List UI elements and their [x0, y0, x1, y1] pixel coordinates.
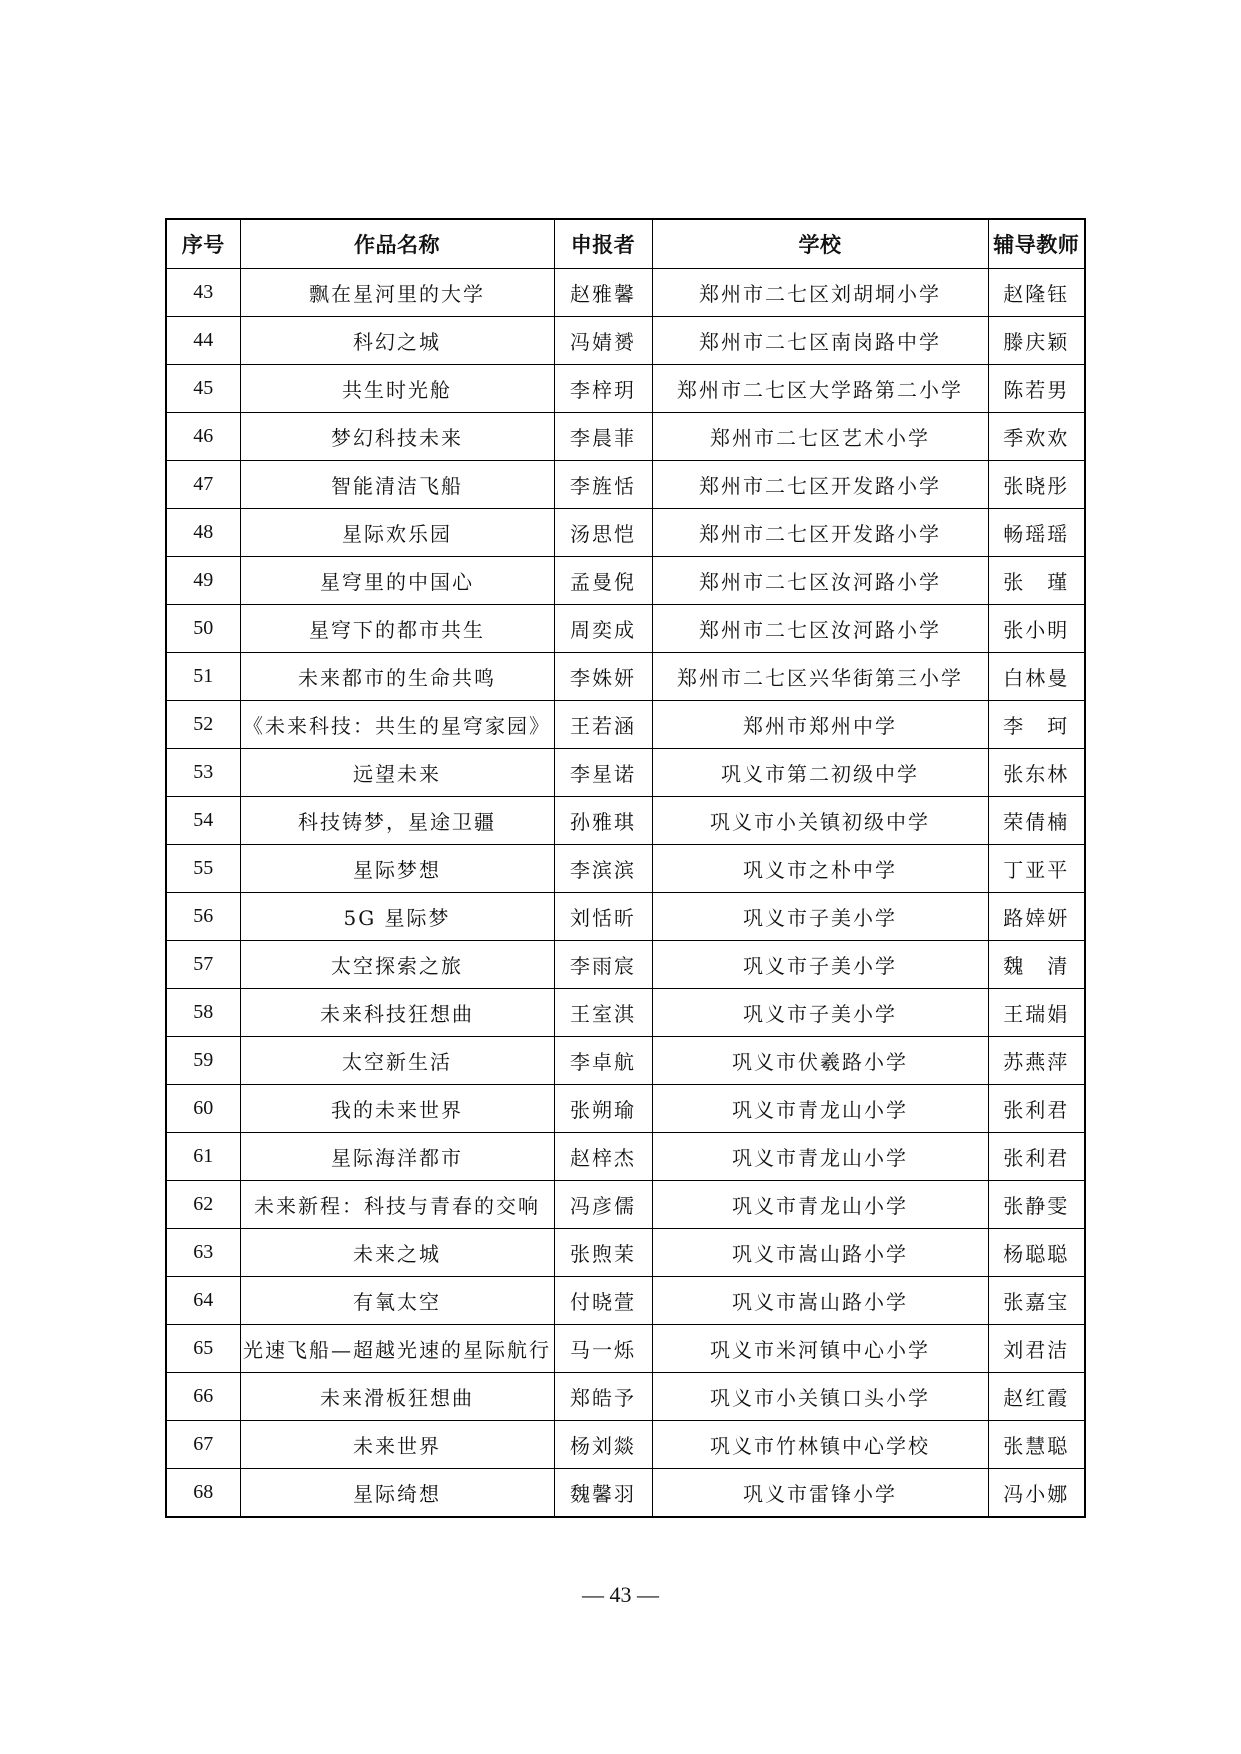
cell-no: 65: [166, 1325, 240, 1373]
cell-author: 李姝妍: [554, 653, 652, 701]
cell-title: 远望未来: [240, 749, 554, 797]
cell-school: 巩义市子美小学: [652, 893, 988, 941]
header-teacher: 辅导教师: [988, 219, 1085, 269]
cell-school: 郑州市二七区兴华街第三小学: [652, 653, 988, 701]
cell-no: 50: [166, 605, 240, 653]
cell-author: 赵雅馨: [554, 269, 652, 317]
cell-no: 61: [166, 1133, 240, 1181]
cell-teacher: 张小明: [988, 605, 1085, 653]
table-row: [166, 1085, 1085, 1133]
cell-author: 周奕成: [554, 605, 652, 653]
cell-author: 汤思恺: [554, 509, 652, 557]
table-row: [166, 365, 1085, 413]
table-row: [166, 989, 1085, 1037]
table-row: [166, 413, 1085, 461]
cell-author: 李晨菲: [554, 413, 652, 461]
table-row: [166, 701, 1085, 749]
cell-teacher: 赵隆钰: [988, 269, 1085, 317]
cell-author: 冯彦儒: [554, 1181, 652, 1229]
cell-school: 巩义市嵩山路小学: [652, 1277, 988, 1325]
header-title: 作品名称: [240, 219, 554, 269]
cell-author: 马一烁: [554, 1325, 652, 1373]
cell-teacher: 张利君: [988, 1085, 1085, 1133]
cell-author: 李星诺: [554, 749, 652, 797]
cell-no: 67: [166, 1421, 240, 1469]
cell-no: 60: [166, 1085, 240, 1133]
table-body: [166, 269, 1085, 1518]
cell-no: 44: [166, 317, 240, 365]
cell-school: 巩义市嵩山路小学: [652, 1229, 988, 1277]
table-row: [166, 1277, 1085, 1325]
cell-no: 43: [166, 269, 240, 317]
cell-no: 48: [166, 509, 240, 557]
header-school: 学校: [652, 219, 988, 269]
cell-no: 54: [166, 797, 240, 845]
cell-author: 李旌恬: [554, 461, 652, 509]
cell-title: 星际梦想: [240, 845, 554, 893]
cell-title: 星际海洋都市: [240, 1133, 554, 1181]
cell-author: 刘恬昕: [554, 893, 652, 941]
cell-title: 智能清洁飞船: [240, 461, 554, 509]
cell-title: 梦幻科技未来: [240, 413, 554, 461]
cell-title: 光速飞船—超越光速的星际航行: [240, 1325, 554, 1373]
cell-school: 巩义市子美小学: [652, 989, 988, 1037]
cell-no: 68: [166, 1469, 240, 1518]
cell-author: 王若涵: [554, 701, 652, 749]
cell-teacher: 季欢欢: [988, 413, 1085, 461]
cell-teacher: 张利君: [988, 1133, 1085, 1181]
cell-author: 赵梓杰: [554, 1133, 652, 1181]
table-row: [166, 1133, 1085, 1181]
cell-author: 张朔瑜: [554, 1085, 652, 1133]
cell-title: 我的未来世界: [240, 1085, 554, 1133]
cell-title: 未来滑板狂想曲: [240, 1373, 554, 1421]
table-row: [166, 605, 1085, 653]
cell-school: 郑州市二七区开发路小学: [652, 461, 988, 509]
table-row: [166, 797, 1085, 845]
cell-no: 55: [166, 845, 240, 893]
table-row: [166, 461, 1085, 509]
table-row: [166, 1469, 1085, 1518]
page-number: — 43 —: [582, 1582, 659, 1607]
cell-title: 未来都市的生命共鸣: [240, 653, 554, 701]
cell-title: 有氧太空: [240, 1277, 554, 1325]
cell-teacher: 路婞妍: [988, 893, 1085, 941]
cell-author: 王室淇: [554, 989, 652, 1037]
cell-school: 郑州市二七区大学路第二小学: [652, 365, 988, 413]
cell-school: 郑州市二七区刘胡垌小学: [652, 269, 988, 317]
cell-author: 李滨滨: [554, 845, 652, 893]
cell-school: 巩义市之朴中学: [652, 845, 988, 893]
cell-title: 未来新程：科技与青春的交响: [240, 1181, 554, 1229]
table-row: [166, 557, 1085, 605]
table-row: [166, 1325, 1085, 1373]
cell-school: 郑州市二七区汝河路小学: [652, 557, 988, 605]
cell-teacher: 畅瑶瑶: [988, 509, 1085, 557]
table-row: [166, 845, 1085, 893]
cell-school: 巩义市青龙山小学: [652, 1085, 988, 1133]
cell-title: 未来之城: [240, 1229, 554, 1277]
cell-author: 付晓萱: [554, 1277, 652, 1325]
cell-no: 62: [166, 1181, 240, 1229]
cell-teacher: 王瑞娟: [988, 989, 1085, 1037]
cell-title: 星穹里的中国心: [240, 557, 554, 605]
cell-author: 郑皓予: [554, 1373, 652, 1421]
table-row: [166, 653, 1085, 701]
cell-teacher: 李 珂: [988, 701, 1085, 749]
cell-no: 57: [166, 941, 240, 989]
table-row: [166, 509, 1085, 557]
cell-no: 59: [166, 1037, 240, 1085]
cell-title: 未来科技狂想曲: [240, 989, 554, 1037]
cell-title: 飘在星河里的大学: [240, 269, 554, 317]
cell-teacher: 冯小娜: [988, 1469, 1085, 1518]
header-author: 申报者: [554, 219, 652, 269]
cell-no: 63: [166, 1229, 240, 1277]
cell-title: 《未来科技：共生的星穹家园》: [240, 701, 554, 749]
cell-author: 魏馨羽: [554, 1469, 652, 1518]
cell-school: 巩义市竹林镇中心学校: [652, 1421, 988, 1469]
table-row: [166, 1181, 1085, 1229]
cell-author: 李卓航: [554, 1037, 652, 1085]
cell-teacher: 魏 清: [988, 941, 1085, 989]
cell-title: 未来世界: [240, 1421, 554, 1469]
cell-no: 58: [166, 989, 240, 1037]
cell-school: 巩义市青龙山小学: [652, 1133, 988, 1181]
table-row: [166, 317, 1085, 365]
cell-teacher: 张嘉宝: [988, 1277, 1085, 1325]
cell-teacher: 张 瑾: [988, 557, 1085, 605]
cell-no: 45: [166, 365, 240, 413]
cell-teacher: 滕庆颖: [988, 317, 1085, 365]
cell-teacher: 赵红霞: [988, 1373, 1085, 1421]
header-no: 序号: [166, 219, 240, 269]
cell-no: 66: [166, 1373, 240, 1421]
cell-no: 51: [166, 653, 240, 701]
cell-title: 科幻之城: [240, 317, 554, 365]
cell-school: 巩义市子美小学: [652, 941, 988, 989]
cell-school: 巩义市雷锋小学: [652, 1469, 988, 1518]
cell-teacher: 苏燕萍: [988, 1037, 1085, 1085]
cell-no: 56: [166, 893, 240, 941]
cell-teacher: 张东林: [988, 749, 1085, 797]
cell-title: 共生时光舱: [240, 365, 554, 413]
cell-teacher: 张晓彤: [988, 461, 1085, 509]
cell-title: 科技铸梦，星途卫疆: [240, 797, 554, 845]
table-row: [166, 1037, 1085, 1085]
cell-no: 53: [166, 749, 240, 797]
cell-author: 李雨宸: [554, 941, 652, 989]
cell-title: 星际欢乐园: [240, 509, 554, 557]
table-row: [166, 941, 1085, 989]
table-row: [166, 749, 1085, 797]
table-row: [166, 1421, 1085, 1469]
cell-author: 孙雅琪: [554, 797, 652, 845]
cell-no: 64: [166, 1277, 240, 1325]
cell-teacher: 张静雯: [988, 1181, 1085, 1229]
cell-teacher: 张慧聪: [988, 1421, 1085, 1469]
table-row: [166, 1229, 1085, 1277]
cell-school: 郑州市二七区南岗路中学: [652, 317, 988, 365]
cell-school: 巩义市米河镇中心小学: [652, 1325, 988, 1373]
table-row: [166, 1373, 1085, 1421]
award-list-table: [165, 218, 1086, 1518]
cell-author: 杨刘燚: [554, 1421, 652, 1469]
cell-teacher: 陈若男: [988, 365, 1085, 413]
cell-no: 49: [166, 557, 240, 605]
cell-school: 巩义市小关镇口头小学: [652, 1373, 988, 1421]
cell-title: 5G 星际梦: [240, 893, 554, 941]
cell-school: 郑州市二七区艺术小学: [652, 413, 988, 461]
cell-title: 星际绮想: [240, 1469, 554, 1518]
cell-teacher: 荣倩楠: [988, 797, 1085, 845]
cell-title: 太空新生活: [240, 1037, 554, 1085]
cell-teacher: 白林曼: [988, 653, 1085, 701]
cell-title: 太空探索之旅: [240, 941, 554, 989]
cell-author: 张煦茉: [554, 1229, 652, 1277]
table-header-row: [166, 219, 1085, 269]
cell-school: 巩义市小关镇初级中学: [652, 797, 988, 845]
cell-school: 巩义市伏羲路小学: [652, 1037, 988, 1085]
cell-title: 星穹下的都市共生: [240, 605, 554, 653]
cell-school: 巩义市青龙山小学: [652, 1181, 988, 1229]
table-row: [166, 269, 1085, 317]
cell-teacher: 刘君洁: [988, 1325, 1085, 1373]
cell-teacher: 丁亚平: [988, 845, 1085, 893]
table-row: [166, 893, 1085, 941]
cell-author: 孟曼倪: [554, 557, 652, 605]
cell-author: 冯婧赟: [554, 317, 652, 365]
cell-school: 郑州市二七区开发路小学: [652, 509, 988, 557]
cell-author: 李梓玥: [554, 365, 652, 413]
cell-no: 47: [166, 461, 240, 509]
cell-teacher: 杨聪聪: [988, 1229, 1085, 1277]
cell-no: 52: [166, 701, 240, 749]
cell-school: 巩义市第二初级中学: [652, 749, 988, 797]
cell-school: 郑州市二七区汝河路小学: [652, 605, 988, 653]
cell-school: 郑州市郑州中学: [652, 701, 988, 749]
cell-no: 46: [166, 413, 240, 461]
